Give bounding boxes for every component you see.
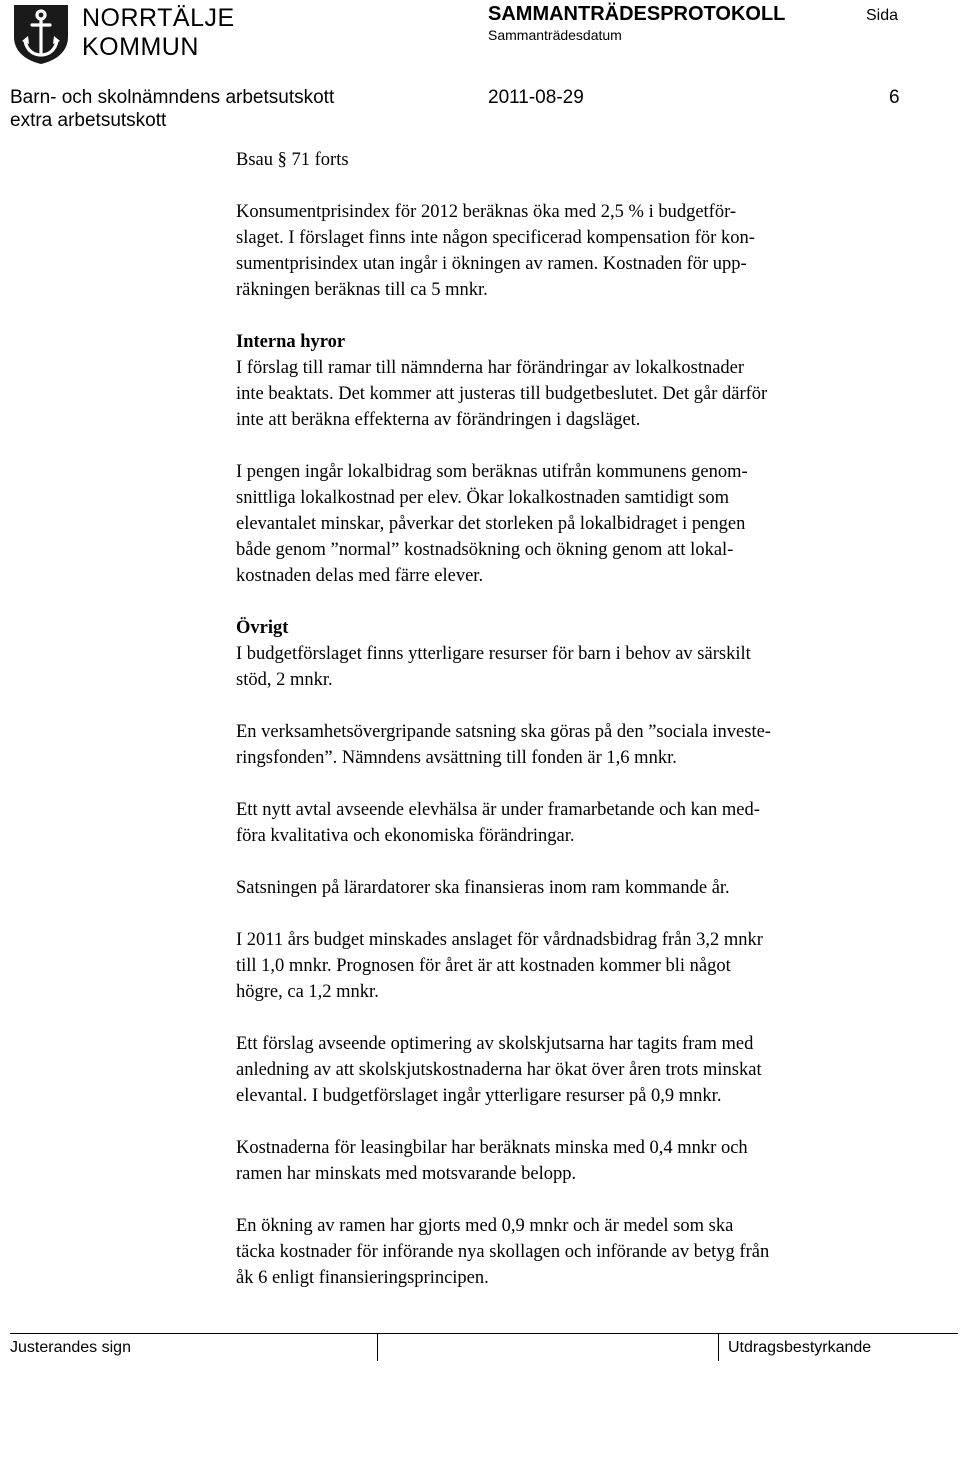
paragraph-leasing-cars: Kostnaderna för leasingbilar har beräknats minska med 0,4 mnkr och ramen har minskats med motsvarande belopp.	[236, 1138, 748, 1184]
heading-other: Övrigt	[236, 618, 289, 638]
section-internal-rents	[236, 329, 926, 433]
committee-subtitle: extra arbetsutskott	[10, 110, 167, 131]
org-name-line1: NORRTÄLJE	[82, 4, 235, 32]
org-name-line2: KOMMUN	[82, 33, 199, 61]
document-type-title: SAMMANTRÄDESPROTOKOLL	[488, 3, 786, 25]
paragraph-childcare-allowance: I 2011 års budget minskades anslaget för vårdnadsbidrag från 3,2 mnkr till 1,0 mnkr. Prognosen för året är att kostnaden kommer bli något högre, ca 1,2 mnkr.	[236, 930, 763, 1002]
section-other	[236, 615, 926, 693]
meeting-date-label: Sammanträdesdatum	[488, 27, 622, 43]
section-reference: Bsau § 71 forts	[236, 150, 349, 170]
paragraph-school-transport: Ett förslag avseende optimering av skolskjutsarna har tagits fram med anledning av att skolskjutskostnaderna har ökat över åren trots minskat elevantal. I budgetförslaget ingår ytterligare resurser på 0,9 mnkr.	[236, 1034, 762, 1106]
paragraph-special-support: I budgetförslaget finns ytterligare resurser för barn i behov av särskilt stöd, 2 mnkr.	[236, 644, 751, 690]
paragraph-premises-grant: I pengen ingår lokalbidrag som beräknas utifrån kommunens genom- snittliga lokalkostnad per elev. Ökar lokalkostnaden samtidigt som elevantalet minskar, påverkar det storleken på lokalbidraget i pengen både genom ”normal” kostnadsökning och ökning genom att lokal- kostnaden delas med färre elever.	[236, 462, 748, 586]
footer-rule	[10, 1333, 958, 1334]
protocol-body	[236, 146, 926, 1317]
paragraph-social-investment-fund: En verksamhetsövergripande satsning ska göras på den ”sociala investe- ringsfonden”. Nämndens avsättning till fonden är 1,6 mnkr.	[236, 722, 771, 768]
paragraph-internal-rents: I förslag till ramar till nämnderna har förändringar av lokalkostnader inte beaktats. Det kommer att justeras till budgetbeslutet. Det går därför inte att beräkna effekterna av förändringen i dagsläget.	[236, 358, 768, 430]
certification-field-label: Utdragsbestyrkande	[728, 1339, 872, 1356]
page-label: Sida	[866, 7, 899, 24]
meeting-date: 2011-08-29	[488, 87, 584, 108]
heading-internal-rents: Interna hyror	[236, 332, 346, 352]
committee-name: Barn- och skolnämndens arbetsutskott	[10, 87, 335, 108]
signature-field-label: Justerandes sign	[10, 1339, 131, 1356]
footer-divider	[718, 1333, 719, 1361]
paragraph-student-health: Ett nytt avtal avseende elevhälsa är under framarbetande och kan med- föra kvalitativa och ekonomiska förändringar.	[236, 800, 760, 846]
paragraph-new-school-law: En ökning av ramen har gjorts med 0,9 mnkr och är medel som ska täcka kostnader för införande nya skollagen och införande av betyg från åk 6 enligt finansieringsprincipen.	[236, 1216, 770, 1288]
paragraph-consumer-price-index: Konsumentprisindex för 2012 beräknas öka med 2,5 % i budgetför- slaget. I förslaget finns inte någon specificerad kompensation för kon- sumentprisindex utan ingår i ökningen av ramen. Kostnaden för upp- räkningen beräknas till ca 5 mnkr.	[236, 202, 755, 300]
footer-divider	[377, 1333, 378, 1361]
anchor-coat-of-arms-icon	[10, 3, 72, 65]
paragraph-teacher-computers: Satsningen på lärardatorer ska finansieras inom ram kommande år.	[236, 878, 730, 898]
page-number: 6	[889, 87, 900, 108]
